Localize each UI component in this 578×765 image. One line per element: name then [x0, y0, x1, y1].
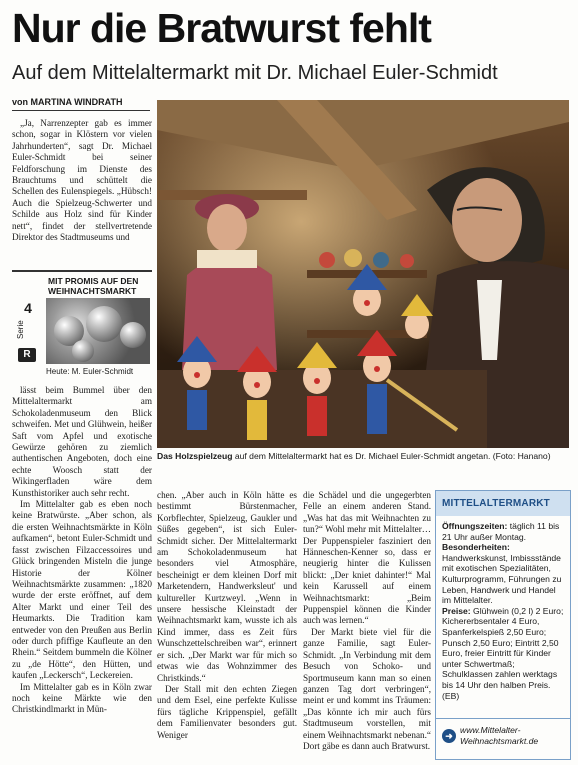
photo-caption-bold: Das Holzspielzeug	[157, 451, 233, 461]
paragraph: die Schädel und die ungegerbten Felle an einem anderen Stand. „Was hat das mit Weihnachten zu tun?“ Wohl mehr mit Mittelalter… Der Puppenspieler fasziniert den Hänneschen-Kenner so, dass er neugierig hinter die Kulissen blickt: „Der kniet dahinter!“ Mal kein Karussell auf einem Weihnachtsmarkt: „Beim Puppenspiel können die Kinder auch was lernen.“	[303, 490, 431, 626]
paragraph: chen. „Aber auch in Köln hätte es bestimmt Bürstenmacher, Korbflechter, Spielzeug, Gaukler und Süßes gegeben“, ist sich Euler-Schmidt sicher. Der Mittelaltermarkt am Schokoladenmuseum hat besonders viel Atmosphäre, bescheinigt er dem kleinen Dorf mit Marketendern, Handwerksleut' und kultureller Kurtzweyl. „Wenn in unsere hessische Kleinstadt der Weihnachtsmarkt kam, wusste ich als Kind immer, dass es Zeit fürs Wunschzettelschreiben war“, erinnert er sich. „Der Markt war für mich so etwas wie das Wohnzimmer des Christkinds.“	[157, 490, 297, 683]
series-teaser	[12, 270, 152, 382]
article-column-1b	[12, 385, 152, 760]
paragraph: „Ja, Narrenzepter gab es immer schon, sogar in Klöstern vor vielen Jahrhunderten“, sagt Dr. Michael Euler-Schmidt bei seiner Feldforschung im Dienste des Brauchtums und schüttelt die Schellen des Eulenspiegels. „Hübsch! Auch die Spielzeug-Schwerter und Schilde aus Holz sind für Kinder nett“, findet der stellvertretende Direktor des Stadtmuseums und	[12, 118, 152, 243]
web-link-icon: ➜	[442, 729, 456, 743]
teaser-title: MIT PROMIS AUF DEN WEIHNACHTSMARKT	[48, 276, 139, 296]
subheadline: Auf dem Mittelaltermarkt mit Dr. Michael Euler-Schmidt	[12, 62, 498, 84]
info-hours	[442, 521, 564, 542]
info-prices-label: Preise:	[442, 605, 471, 616]
teaser-serie-label: Serie	[16, 320, 25, 340]
paragraph: Im Mittelalter gab es eben noch keine Bratwürste. „Aber schon, als die ersten Weihnachtsmärkte in Köln aufkamen“, betont Euler-Schmidt und fasst zwischen Filzaccessoires und Glück bringenden Misteln die junge Historie der Kölner Weihnachtsmärkte zusammen: „1820 wurde der erste eröffnet, auf dem Alter Markt und einer Teil des Heumarkts. Die Tradition kam entweder von den Preußen aus Berlin oder durch pfiffige Kaufleute an den Rhein.“ Seitdem bummeln die Kölner zu „de Hötte“, den Hütten, und kaufen „Leckersch“, Leckereien.	[12, 499, 152, 681]
photo-caption	[157, 451, 569, 462]
christmas-ornament	[86, 306, 122, 342]
info-url-link[interactable]: www.Mittelalter-Weihnachtsmarkt.de	[460, 725, 539, 746]
headline: Nur die Bratwurst fehlt	[12, 5, 431, 51]
teaser-photo	[46, 298, 150, 364]
paragraph: Der Markt biete viel für die ganze Familie, sagt Euler-Schmidt. „In Verbindung mit dem Besuch von Schoko- und Sportmuseum kann man so einen ganzen Tag dort verbringen“, meint er und kommt ins Träumen: „Das könnte ich mir auch fürs Stadtmuseum vorstellen, mit einem Weihnachtsmarkt nebenan.“ Dort gäbe es dann auch Bratwurst.	[303, 626, 431, 751]
info-box-title: MITTELALTERMARKT	[436, 491, 570, 516]
paragraph: Der Stall mit den echten Ziegen und dem Esel, eine perfekte Kulisse fürs tägliche Krippenspiel, gefällt dem Familienvater besonders gut. Weniger	[157, 683, 297, 740]
byline: von MARTINA WINDRATH	[12, 96, 150, 111]
info-features-label: Besonderheiten:	[442, 542, 510, 553]
teaser-number: 4	[24, 300, 32, 316]
info-prices	[442, 606, 564, 701]
info-box	[435, 490, 571, 760]
article-column-2	[157, 490, 297, 760]
christmas-ornament	[72, 340, 94, 362]
article-column-1a	[12, 118, 152, 266]
info-box-body	[436, 516, 570, 701]
info-prices-text: Glühwein (0,2 l) 2 Euro; Kichererbsentaler 4 Euro, Spanferkelspieß 2,50 Euro; Punsch 2,50 Euro; Eintritt 2,50 Euro, freier Eintritt für Kinder unter Schwertmaß; Schulklassen zahlen werktags bis 14 Uhr den halben Preis. (EB)	[442, 605, 564, 701]
info-features-text: Handwerkskunst, Imbissstände mit exotischen Spezialitäten, Kulturprogramm, Führungen zu Leben, Handwerk und Handel im Mittelalter.	[442, 552, 562, 606]
paragraph: lässt beim Bummel über den Mittelaltermarkt am Schokoladenmuseum den Blick schweifen. Met und Glühwein, heißer Saft vom Apfel und exotische Gewürze gehören zu ziemlich authentischen Angeboten, doch eine echte Woosch statt der Wikingerfladen wäre dem Kunsthistoriker auch sehr recht.	[12, 385, 152, 498]
info-hours-text: täglich 11 bis 21 Uhr außer Montag.	[442, 521, 560, 542]
christmas-ornament	[120, 322, 146, 348]
teaser-caption: Heute: M. Euler-Schmidt	[46, 367, 134, 376]
photo-caption-text: auf dem Mittelaltermarkt hat es Dr. Michael Euler-Schmidt angetan. (Foto: Hanano)	[232, 451, 551, 461]
main-photo	[157, 100, 569, 448]
info-hours-label: Öffnungszeiten:	[442, 521, 508, 531]
article-column-3	[303, 490, 431, 760]
info-box-footer	[436, 718, 570, 759]
info-features	[442, 542, 564, 606]
paragraph: Im Mittelalter gab es in Köln zwar noch keine Märkte wie den Christkindlmarkt in Mün-	[12, 681, 152, 715]
newspaper-logo-icon: R	[18, 348, 36, 362]
